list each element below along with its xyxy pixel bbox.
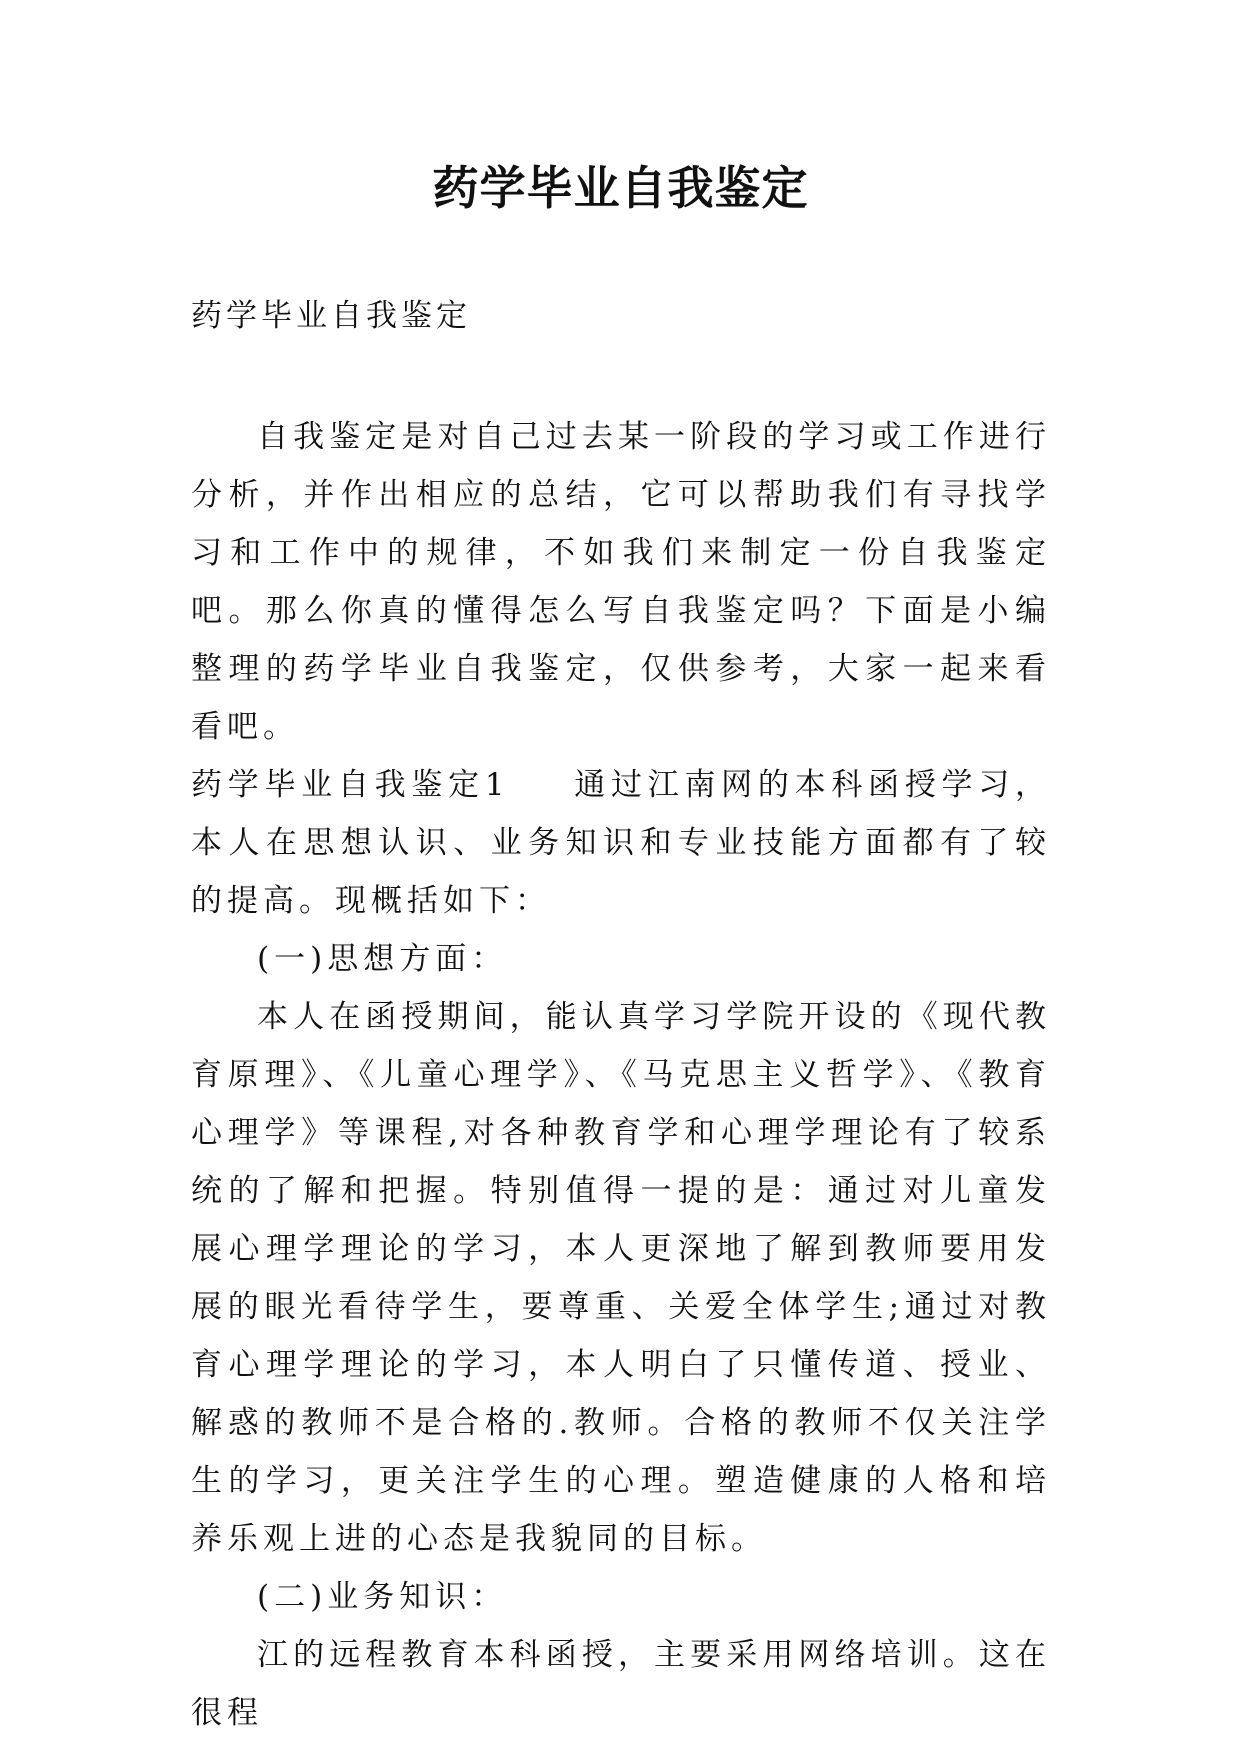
paragraph-thought: 本人在函授期间，能认真学习学院开设的《现代教育原理》、《儿童心理学》、《马克思主义哲学》、《教育心理学》等课程,对各种教育学和心理学理论有了较系统的了解和把握。特别值得一提的是：通过对儿童发展心理学理论的学习，本人更深地了解到教师要用发展的眼光看待学生，要尊重、关爱全体学生;通过对教育心理学理论的学习，本人明白了只懂传道、授业、解惑的教师不是合格的.教师。合格的教师不仅关注学生的学习，更关注学生的心理。塑造健康的人格和培养乐观上进的心态是我貌同的目标。: [191, 999, 1051, 1557]
heading-business: (二)业务知识：: [257, 1579, 508, 1615]
paragraph-business: 江的远程教育本科函授，主要采用网络培训。这在很程: [191, 1637, 1051, 1731]
section-1-paragraph: [191, 756, 1051, 930]
document-subtitle: 药学毕业自我鉴定: [191, 298, 471, 334]
heading-thought: (一)思想方面：: [257, 941, 508, 977]
document-title: 药学毕业自我鉴定: [432, 161, 809, 215]
intro-paragraph: 自我鉴定是对自己过去某一阶段的学习或工作进行分析，并作出相应的总结，它可以帮助我们有寻找学习和工作中的规律，不如我们来制定一份自我鉴定吧。那么你真的懂得怎么写自我鉴定吗？下面是小编整理的药学毕业自我鉴定，仅供参考，大家一起来看看吧。: [191, 419, 1051, 745]
section-1-lead: 通过江南网的本科函授学习，本人在思想认识、业务知识和专业技能方面都有了较的提高。现概括如下：: [191, 767, 1051, 919]
section-1-heading: 药学毕业自我鉴定1: [191, 767, 510, 803]
document-body: [191, 408, 1051, 1742]
